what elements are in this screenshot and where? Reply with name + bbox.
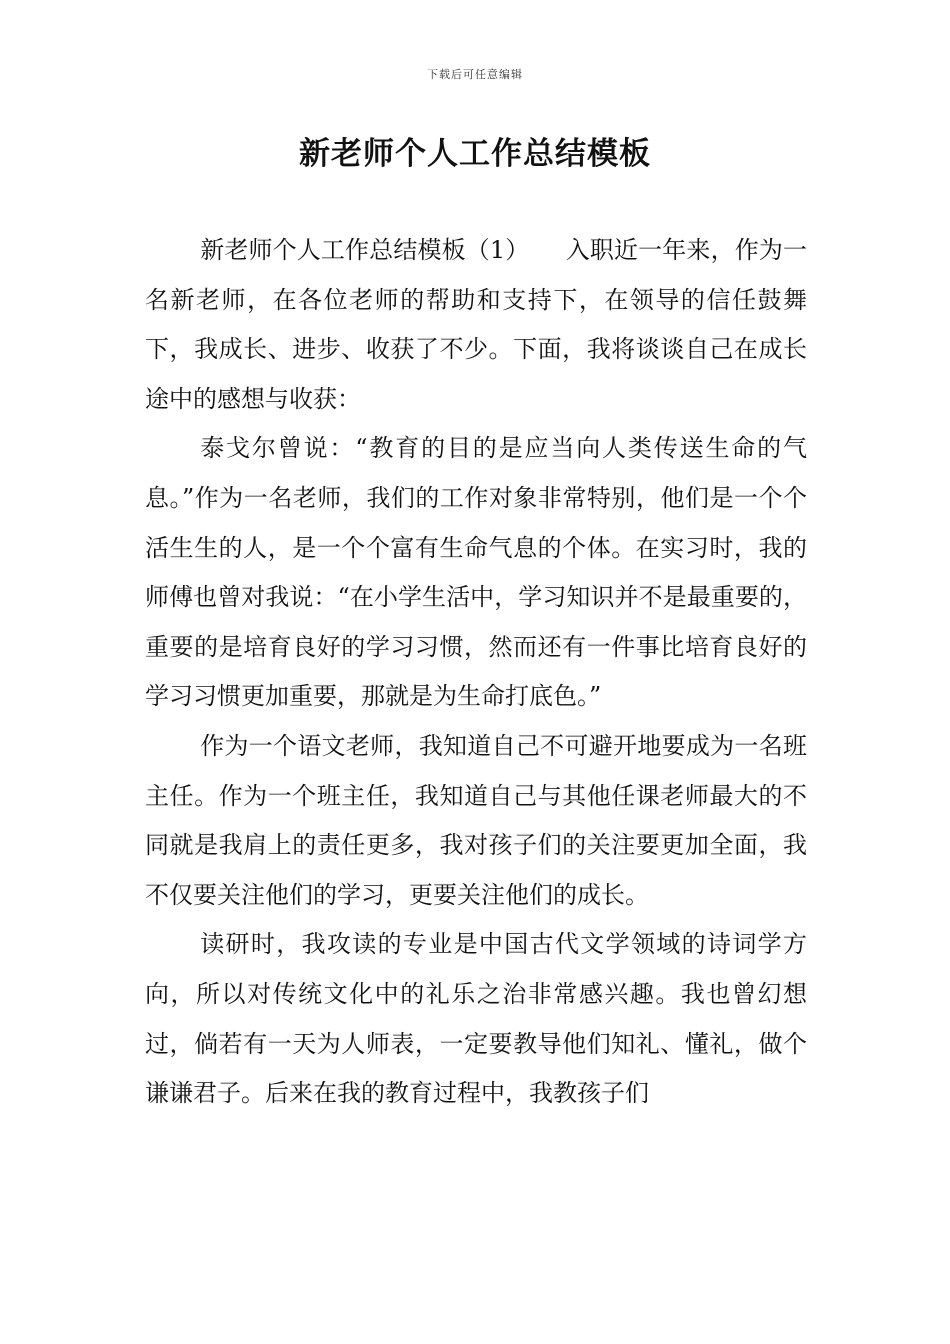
header-note: 下载后可任意编辑 [427, 68, 523, 81]
paragraph-graduate-study: 读研时，我攻读的专业是中国古代文学领域的诗词学方向，所以对传统文化中的礼乐之治非常感兴趣。我也曾幻想过，倘若有一天为人师表，一定要教导他们知礼、懂礼，做个谦谦君子。后来在我的教育过程中，我教孩子们 [145, 930, 807, 1108]
paragraph-class-teacher: 作为一个语文老师，我知道自己不可避开地要成为一名班主任。作为一个班主任，我知道自己与其他任课老师最大的不同就是我肩上的责任更多，我对孩子们的关注要更加全面，我不仅要关注他们的学习，更要关注他们的成长。 [145, 731, 807, 909]
paragraph-tagore-quote: 泰戈尔曾说：“教育的目的是应当向人类传送生命的气息。”作为一名老师，我们的工作对象非常特别，他们是一个个活生生的人，是一个个富有生命气息的个体。在实习时，我的师傅也曾对我说：“在小学生活中，学习知识并不是最重要的，重要的是培育良好的学习习惯，然而还有一件事比培育良好的学习习惯更加重要，那就是为生命打底色。” [145, 434, 807, 711]
document-title: 新老师个人工作总结模板 [299, 136, 651, 172]
paragraph-intro: 新老师个人工作总结模板（1） 入职近一年来，作为一名新老师，在各位老师的帮助和支持下，在领导的信任鼓舞下，我成长、进步、收获了不少。下面，我将谈谈自己在成长途中的感想与收获： [145, 236, 807, 413]
document-body [145, 226, 807, 1119]
